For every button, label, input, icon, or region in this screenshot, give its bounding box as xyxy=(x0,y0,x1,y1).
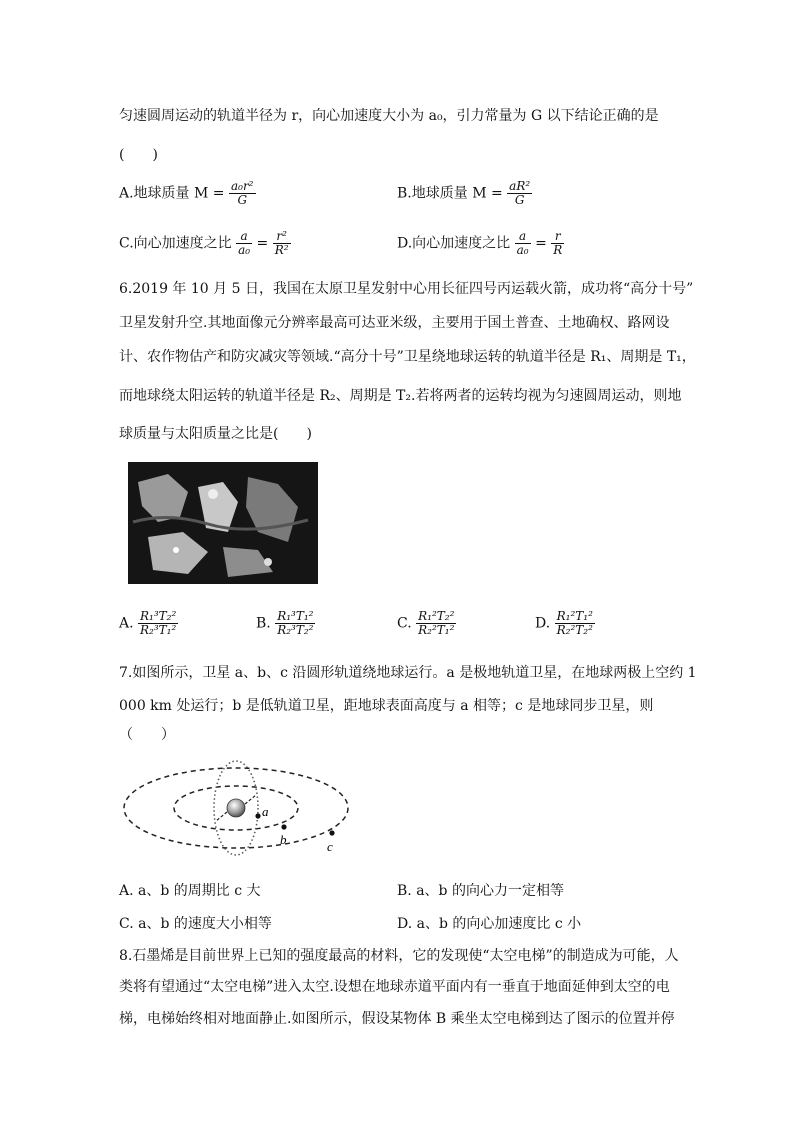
satellite-b xyxy=(281,824,286,829)
q6-line-5: 球质量与太阳质量之比是( ) xyxy=(119,426,312,442)
frac-den: R² xyxy=(274,243,289,257)
frac-num: R₁²T₂² xyxy=(418,609,455,623)
q5-option-d-frac1 xyxy=(515,230,531,257)
frac-den: R₂³T₁² xyxy=(140,623,177,637)
q7-option-b: B. a、b 的向心力一定相等 xyxy=(397,883,564,899)
frac-den: a₀ xyxy=(238,243,251,257)
q6-line-3: 计、农作物估产和防灾减灾等领域.“高分十号”卫星绕地球运转的轨道半径是 R₁、周期是 T₁， xyxy=(119,349,696,365)
q6-option-b-label: B. xyxy=(256,615,271,632)
frac-den: R₂²T₁² xyxy=(418,623,455,637)
equals-sign: = xyxy=(535,235,547,252)
satellite-photo xyxy=(128,462,318,584)
q6-option-a xyxy=(119,610,178,637)
frac-den: R xyxy=(553,243,563,257)
q5-option-c-label: C.向心加速度之比 xyxy=(119,235,232,252)
q6-option-d xyxy=(535,610,595,637)
q5-paren: ( ) xyxy=(119,147,158,163)
frac-num: R₁³T₂² xyxy=(140,609,177,623)
q6-option-b xyxy=(256,610,315,637)
equals-sign: = xyxy=(256,235,269,252)
q7-line-1: 7.如图所示，卫星 a、b、c 沿圆形轨道绕地球运行。a 是极地轨道卫星，在地球两极上空约 1 xyxy=(119,665,697,681)
q7-option-a: A. a、b 的周期比 c 大 xyxy=(119,883,261,899)
q5-option-c xyxy=(119,230,291,257)
frac-num: r² xyxy=(273,230,291,244)
q8-line-2: 类将有望通过“太空电梯”进入太空.设想在地球赤道平面内有一垂直于地面延伸到太空的电 xyxy=(119,979,670,995)
q5-option-a-frac xyxy=(229,180,256,207)
q6-line-4: 而地球绕太阳运转的轨道半径是 R₂、周期是 T₂.若将两者的运转均视为匀速圆周运动，则地 xyxy=(119,388,682,404)
q5-option-d xyxy=(397,230,564,257)
frac-den: G xyxy=(514,193,525,207)
frac-num: r xyxy=(551,230,564,244)
q6-option-d-frac xyxy=(555,610,595,637)
orbit-svg xyxy=(118,760,358,860)
q6-option-c xyxy=(397,610,456,637)
q5-stem-line: 匀速圆周运动的轨道半径为 r，向心加速度大小为 a₀，引力常量为 G 以下结论正确的是 xyxy=(119,108,659,124)
frac-num: a xyxy=(236,230,252,244)
frac-num: R₁²T₁² xyxy=(556,609,593,623)
q5-option-d-frac2 xyxy=(551,230,564,257)
q6-option-c-frac xyxy=(416,610,456,637)
label-a: a xyxy=(262,804,269,819)
q7-line-2: 000 km 处运行；b 是低轨道卫星，距地球表面高度与 a 相等；c 是地球同步卫星，则 xyxy=(119,698,654,714)
frac-den: R₂²T₂² xyxy=(556,623,593,637)
q6-line-1: 6.2019 年 10 月 5 日，我国在太原卫星发射中心用长征四号丙运载火箭，成功将“高分十号” xyxy=(119,281,694,297)
earth xyxy=(227,799,245,817)
q6-option-a-label: A. xyxy=(119,615,134,632)
q5-option-c-frac1 xyxy=(236,230,252,257)
label-b: b xyxy=(280,832,287,847)
orbit-diagram xyxy=(118,760,358,860)
satellite-image-art xyxy=(128,462,318,584)
q5-option-c-frac2 xyxy=(273,230,291,257)
frac-num: R₁³T₁² xyxy=(277,609,314,623)
frac-den: R₂³T₂² xyxy=(277,623,314,637)
q6-option-d-label: D. xyxy=(535,615,551,632)
q5-option-a xyxy=(119,180,256,207)
q6-option-a-frac xyxy=(138,610,178,637)
frac-num: a₀r² xyxy=(230,179,254,193)
label-c: c xyxy=(327,839,333,854)
q5-option-b-label: B.地球质量 M = xyxy=(397,185,503,202)
frac-num: aR² xyxy=(509,179,531,193)
frac-den: G xyxy=(237,193,248,207)
q8-line-3: 梯，电梯始终相对地面静止.如图所示，假设某物体 B 乘坐太空电梯到达了图示的位置并停 xyxy=(119,1011,675,1027)
q5-option-d-label: D.向心加速度之比 xyxy=(397,235,511,252)
frac-den: a₀ xyxy=(516,243,529,257)
q5-option-a-label: A.地球质量 M = xyxy=(119,185,225,202)
q7-option-d: D. a、b 的向心加速度比 c 小 xyxy=(397,916,582,932)
q6-option-c-label: C. xyxy=(397,615,412,632)
q7-paren: （ ） xyxy=(119,727,175,743)
frac-num: a xyxy=(515,230,531,244)
q5-option-b xyxy=(397,180,532,207)
q8-line-1: 8.石墨烯是目前世界上已知的强度最高的材料，它的发现使“太空电梯”的制造成为可能，人 xyxy=(119,948,679,964)
q6-line-2: 卫星发射升空.其地面像元分辨率最高可达亚米级，主要用于国土普查、土地确权、路网设 xyxy=(119,315,670,331)
satellite-c xyxy=(329,830,334,835)
q6-option-b-frac xyxy=(275,610,315,637)
satellite-a xyxy=(255,813,260,818)
q7-option-c: C. a、b 的速度大小相等 xyxy=(119,916,272,932)
q5-option-b-frac xyxy=(507,180,532,207)
